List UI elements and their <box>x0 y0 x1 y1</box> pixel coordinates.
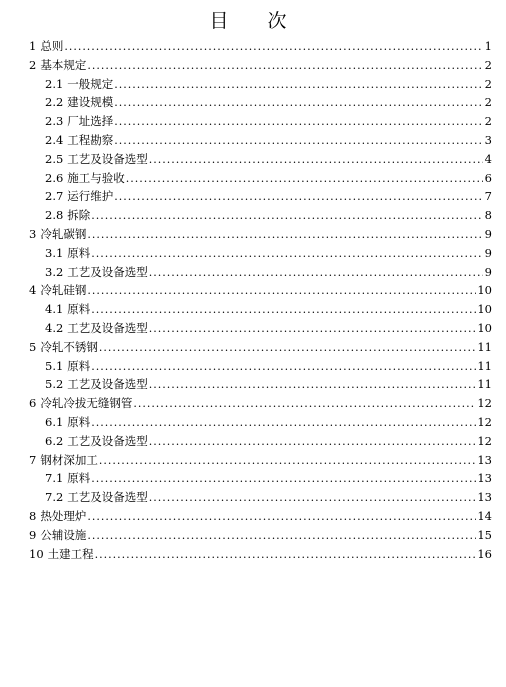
toc-dot-leader <box>114 114 483 129</box>
toc-dot-leader <box>99 340 477 355</box>
page-title: 目 次 <box>209 10 297 32</box>
toc-entry-title: 冷轧硅钢 <box>40 283 87 298</box>
toc-dot-leader <box>114 77 483 92</box>
toc-entry-page-number: 15 <box>477 527 492 542</box>
toc-entry-number: 2.6 <box>45 170 64 185</box>
toc-entry-page-number: 9 <box>484 264 492 279</box>
toc-entry[interactable] <box>45 469 492 486</box>
toc-entry-title: 工程勘察 <box>67 133 114 147</box>
toc-entry-page-number: 12 <box>477 415 492 429</box>
toc-entry-title: 基本规定 <box>40 57 87 72</box>
toc-entry[interactable] <box>45 187 492 204</box>
toc-entry[interactable] <box>45 206 492 223</box>
toc-entry-page-number: 6 <box>484 170 492 185</box>
toc-entry-number: 6.1 <box>45 415 64 429</box>
toc-entry[interactable] <box>29 37 492 54</box>
toc-entry-page-number: 8 <box>484 208 492 223</box>
toc-entry-page-number: 13 <box>477 452 492 467</box>
toc-dot-leader <box>91 208 483 223</box>
toc-dot-leader <box>114 95 483 110</box>
toc-dot-leader <box>91 302 476 317</box>
toc-entry-number: 2 <box>29 57 37 72</box>
toc-entry-title: 冷轧冷拔无缝钢管 <box>40 396 133 411</box>
toc-entry-page-number: 13 <box>477 471 492 486</box>
toc-entry[interactable] <box>45 112 492 129</box>
toc-dot-leader <box>91 359 476 374</box>
toc-dot-leader <box>149 152 483 167</box>
toc-entry-title: 原料 <box>67 302 91 317</box>
toc-entry-page-number: 9 <box>484 245 492 260</box>
toc-dot-leader <box>87 283 476 298</box>
toc-entry[interactable] <box>45 413 492 430</box>
toc-entry-page-number: 10 <box>477 321 492 335</box>
toc-dot-leader <box>87 58 483 73</box>
toc-dot-leader <box>87 227 483 242</box>
toc-entry[interactable] <box>29 545 492 562</box>
toc-entry[interactable] <box>29 56 492 73</box>
toc-entry[interactable] <box>45 488 492 505</box>
toc-entry-title: 原料 <box>67 471 91 486</box>
toc-dot-leader <box>114 189 483 204</box>
toc-entry-number: 1 <box>29 39 37 53</box>
toc-entry[interactable] <box>45 244 492 261</box>
toc-entry-number: 2.7 <box>45 189 64 204</box>
toc-entry-number: 2.2 <box>45 95 64 110</box>
toc-entry-title: 工艺及设备选型 <box>67 151 148 166</box>
toc-dot-leader <box>99 453 477 468</box>
toc-entry-page-number: 10 <box>477 302 492 317</box>
toc-dot-leader <box>149 321 477 336</box>
toc-entry-number: 5.2 <box>45 377 64 392</box>
toc-dot-leader <box>87 509 476 524</box>
toc-entry-title: 公辅设施 <box>40 527 87 542</box>
toc-entry-title: 建设规模 <box>67 95 114 110</box>
toc-entry[interactable] <box>29 526 492 543</box>
toc-entry-title: 施工与验收 <box>67 170 125 185</box>
toc-entry-number: 2.1 <box>45 76 64 91</box>
toc-entry-title: 一般规定 <box>67 76 114 91</box>
toc-entry-page-number: 3 <box>484 133 492 147</box>
toc-dot-leader <box>133 396 476 411</box>
toc-entry-title: 总则 <box>40 39 64 53</box>
toc-entry-number: 2.4 <box>45 133 64 147</box>
toc-entry-page-number: 12 <box>477 433 492 448</box>
toc-entry-page-number: 16 <box>477 546 492 561</box>
toc-entry[interactable] <box>45 131 492 148</box>
toc-entry[interactable] <box>29 338 492 355</box>
toc-entry-title: 工艺及设备选型 <box>67 264 148 279</box>
toc-entry-number: 4 <box>29 283 37 298</box>
toc-dot-leader <box>126 171 483 186</box>
toc-entry-number: 3.2 <box>45 264 64 279</box>
toc-dot-leader <box>95 547 477 562</box>
toc-dot-leader <box>149 265 483 280</box>
toc-entry[interactable] <box>45 263 492 280</box>
toc-entry-page-number: 4 <box>484 151 492 166</box>
toc-entry-title: 冷轧不锈钢 <box>40 339 98 354</box>
toc-entry-page-number: 2 <box>484 95 492 110</box>
toc-entry-title: 土建工程 <box>47 546 94 561</box>
toc-entry-title: 运行维护 <box>67 189 114 204</box>
toc-entry-title: 工艺及设备选型 <box>67 433 148 448</box>
toc-entry-title: 热处理炉 <box>40 509 87 523</box>
toc-entry-title: 工艺及设备选型 <box>67 490 148 505</box>
toc-entry-number: 4.1 <box>45 302 64 317</box>
toc-entry-title: 工艺及设备选型 <box>67 321 148 335</box>
toc-entry-page-number: 1 <box>484 39 492 53</box>
toc-entry[interactable] <box>45 75 492 92</box>
toc-entry-title: 冷轧碳钢 <box>40 227 87 241</box>
toc-entry-page-number: 2 <box>484 114 492 129</box>
toc-entry-title: 原料 <box>67 245 91 260</box>
toc-dot-leader <box>114 133 483 148</box>
toc-dot-leader <box>149 434 477 449</box>
toc-entry-page-number: 12 <box>477 396 492 411</box>
toc-entry-page-number: 14 <box>477 509 492 523</box>
toc-entry-number: 4.2 <box>45 321 64 335</box>
toc-entry-title: 厂址选择 <box>67 114 114 129</box>
toc-dot-leader <box>91 246 483 261</box>
toc-entry-page-number: 11 <box>477 358 492 373</box>
toc-entry-title: 原料 <box>67 415 91 429</box>
toc-entry-page-number: 10 <box>477 283 492 298</box>
toc-entry[interactable] <box>29 451 492 468</box>
toc-entry[interactable] <box>45 319 492 336</box>
toc-entry-title: 拆除 <box>67 208 91 223</box>
toc-dot-leader <box>64 39 483 54</box>
toc-entry[interactable] <box>45 375 492 392</box>
toc-entry-number: 5.1 <box>45 358 64 373</box>
toc-entry[interactable] <box>45 169 492 186</box>
toc-entry-title: 钢材深加工 <box>40 452 98 467</box>
toc-entry-number: 8 <box>29 509 37 523</box>
toc-entry-number: 9 <box>29 527 37 542</box>
toc-entry-page-number: 9 <box>484 227 492 241</box>
toc-entry-number: 7.1 <box>45 471 64 486</box>
toc-entry[interactable] <box>45 432 492 449</box>
toc-entry[interactable] <box>45 150 492 167</box>
toc-entry-page-number: 11 <box>477 339 492 354</box>
toc-entry-number: 5 <box>29 339 37 354</box>
toc-entry[interactable] <box>45 357 492 374</box>
toc-entry-number: 2.5 <box>45 151 64 166</box>
toc-entry-page-number: 7 <box>484 189 492 204</box>
toc-entry-number: 3.1 <box>45 245 64 260</box>
toc-entry-number: 6.2 <box>45 433 64 448</box>
toc-entry-page-number: 11 <box>477 377 492 392</box>
toc-entry[interactable] <box>45 93 492 110</box>
toc-entry[interactable] <box>45 300 492 317</box>
toc-entry-number: 7.2 <box>45 490 64 505</box>
toc-entry-title: 工艺及设备选型 <box>67 377 148 392</box>
toc-entry-title: 原料 <box>67 358 91 373</box>
toc-entry-page-number: 2 <box>484 57 492 72</box>
toc-entry-page-number: 2 <box>484 76 492 91</box>
toc-dot-leader <box>87 528 476 543</box>
toc-entry-number: 2.8 <box>45 208 64 223</box>
toc-entry-number: 2.3 <box>45 114 64 129</box>
toc-entry-number: 7 <box>29 452 37 467</box>
toc-entry-number: 3 <box>29 227 37 241</box>
toc-dot-leader <box>91 415 476 430</box>
toc-dot-leader <box>149 490 477 505</box>
toc-entry[interactable] <box>29 225 492 242</box>
toc-entry-page-number: 13 <box>477 490 492 505</box>
toc-dot-leader <box>149 377 477 392</box>
toc-dot-leader <box>91 471 476 486</box>
toc-entry-number: 6 <box>29 396 37 411</box>
toc-entry[interactable] <box>29 281 492 298</box>
toc-entry[interactable] <box>29 507 492 524</box>
toc-entry-number: 10 <box>29 546 44 561</box>
toc-entry[interactable] <box>29 394 492 411</box>
